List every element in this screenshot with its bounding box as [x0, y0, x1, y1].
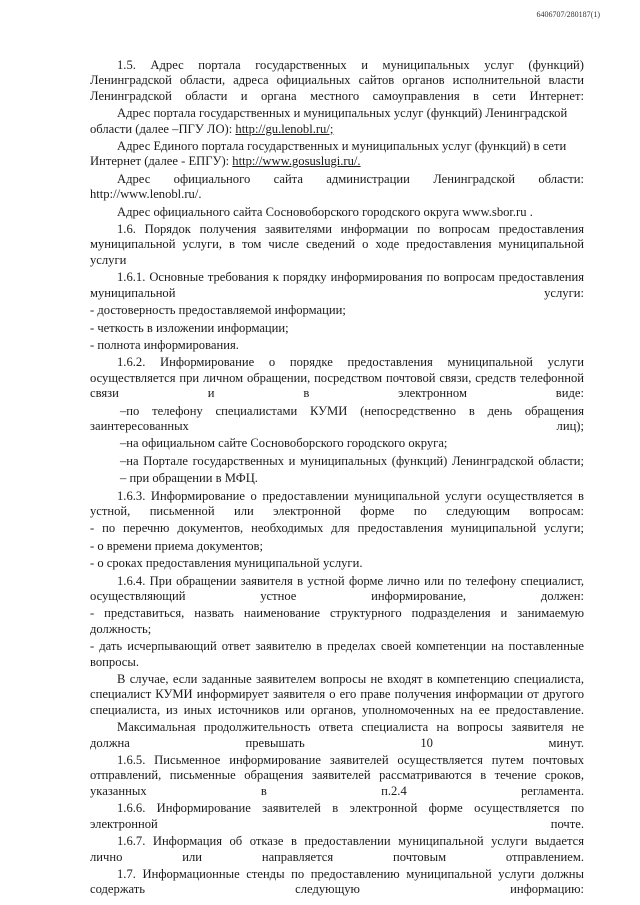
document-body — [90, 58, 584, 900]
paragraph-1-6-7: 1.6.7. Информация об отказе в предоставлении муниципальной услуги выдается лично или направляется почтовым отправлением. — [90, 834, 584, 864]
list-item-completeness: - полнота информирования. — [90, 337, 239, 352]
list-item-phone: –по телефону специалистами КУМИ (непосредственно в день обращения заинтересованных лиц); — [90, 403, 584, 433]
paragraph-1-6-6: 1.6.6. Информирование заявителей в электронной форме осуществляется по электронной почте. — [90, 801, 584, 831]
paragraph-1-6-3: 1.6.3. Информирование о предоставлении муниципальной услуги осуществляется в устной, письменной или электронной форме по следующим вопросам: — [90, 488, 584, 518]
paragraph-lenobl-address: Адрес официального сайта администрации Ленинградской области: http://www.lenobl.ru/. — [90, 171, 584, 202]
list-item-introduce: - представиться, назвать наименование структурного подразделения и занимаемую должность; — [90, 606, 584, 636]
pgu-label: Адрес портала государственных и муниципальных услуг (функций) Ленинградской области (далее –ПГУ ЛО): — [90, 106, 568, 136]
pgu-link[interactable]: http://gu.lenobl.ru/; — [235, 121, 334, 136]
paragraph-1-6-5: 1.6.5. Письменное информирование заявителей осуществляется путем почтовых отправлений, письменные обращения заявителей рассматриваются в течение сроков, указанных в п.2.4 регламента. — [90, 753, 584, 798]
paragraph-pgu-address — [90, 106, 584, 137]
paragraph-1-7: 1.7. Информационные стенды по предоставлению муниципальной услуги должны содержать следующую информацию: — [90, 866, 584, 897]
list-item-clarity: - четкость в изложении информации; — [90, 320, 289, 335]
list-item-portal: –на Портале государственных и муниципальных (функций) Ленинградской области; — [120, 453, 584, 468]
list-item-mfc: – при обращении в МФЦ. — [120, 471, 258, 486]
list-item-answer: - дать исчерпывающий ответ заявителю в пределах своей компетенции на поставленные вопросы. — [90, 639, 584, 669]
list-item-reception-time: - о времени приема документов; — [90, 538, 263, 553]
document-id: 6406707/280187(1) — [536, 10, 600, 19]
paragraph-competence: В случае, если заданные заявителем вопросы не входят в компетенцию специалиста, специалист КУМИ информирует заявителя о его праве получения информации от другого специалиста, из иных источников или органов, уполномоченных на ее предоставление. — [90, 672, 584, 717]
paragraph-1-6-2: 1.6.2. Информирование о порядке предоставления муниципальной услуги осуществляется при личном обращении, посредством почтовой связи, средств телефонной связи и в электронном виде: — [90, 355, 584, 401]
list-item-documents: - по перечню документов, необходимых для предоставления муниципальной услуги; — [90, 521, 584, 536]
paragraph-1-6-1: 1.6.1. Основные требования к порядку информирования по вопросам предоставления муниципальной услуги: — [90, 270, 584, 300]
paragraph-max-duration: Максимальная продолжительность ответа специалиста на вопросы заявителя не должна превышать 10 минут. — [90, 720, 584, 750]
paragraph-sbor-address: Адрес официального сайта Сосновоборского городского округа www.sbor.ru . — [117, 204, 533, 219]
paragraph-epgu-address — [90, 139, 584, 170]
list-item-reliability: - достоверность предоставляемой информации; — [90, 303, 346, 318]
list-item-website: –на официальном сайте Сосновоборского городского округа; — [120, 436, 448, 451]
epgu-label: Адрес Единого портала государственных и муниципальных услуг (функций) в сети Интернет (далее - ЕПГУ): — [90, 139, 567, 169]
epgu-link[interactable]: http://www.gosuslugi.ru/. — [232, 154, 361, 169]
paragraph-1-5: 1.5. Адрес портала государственных и муниципальных услуг (функций) Ленинградской области, адреса официальных сайтов органов исполнительной власти Ленинградской области и органа местного самоуправления в сети Интернет: — [90, 58, 584, 103]
list-item-terms: - о сроках предоставления муниципальной услуги. — [90, 556, 363, 571]
paragraph-1-6-4: 1.6.4. При обращении заявителя в устной форме лично или по телефону специалист, осуществляющий устное информирование, должен: — [90, 573, 584, 603]
paragraph-1-6: 1.6. Порядок получения заявителями информации по вопросам предоставления муниципальной услуги, в том числе сведений о ходе предоставления муниципальной услуги — [90, 222, 584, 267]
